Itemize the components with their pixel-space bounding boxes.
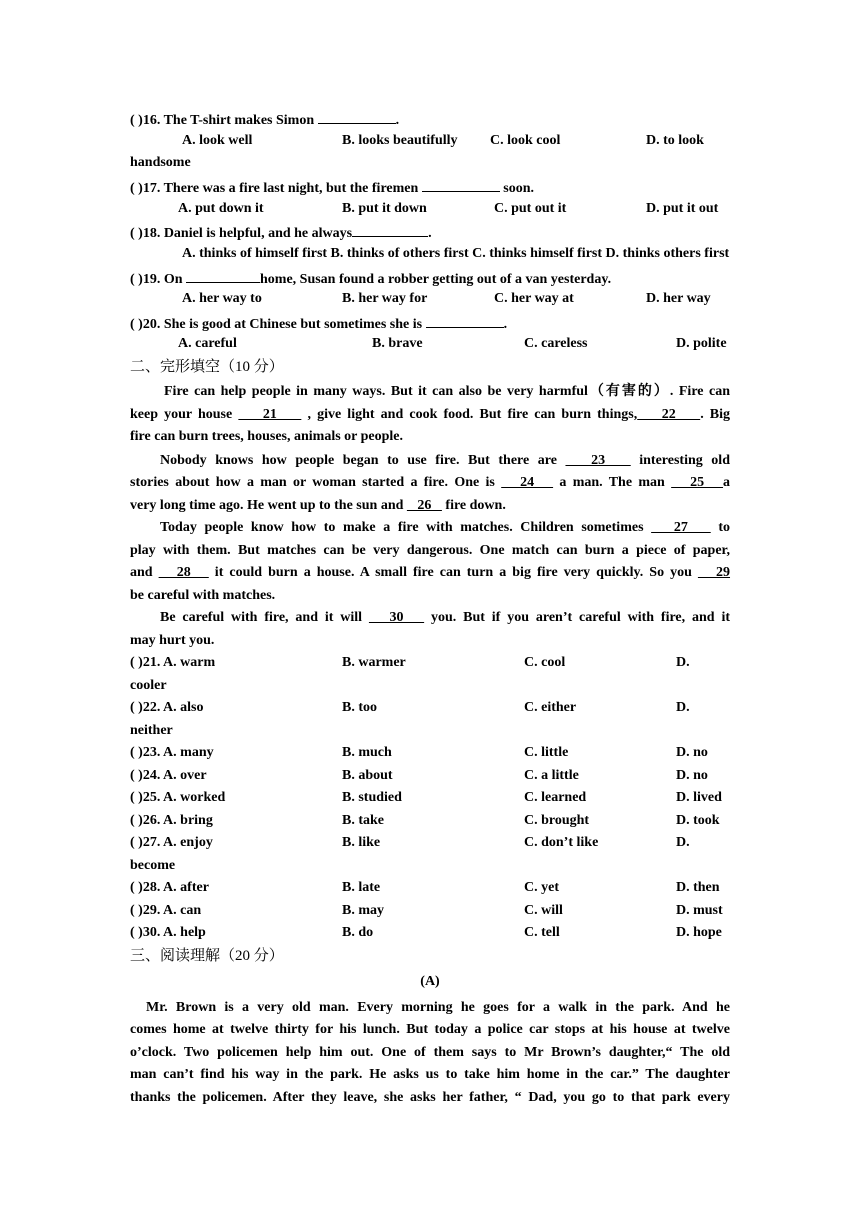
question-16: ( )16. The T-shirt makes Simon .	[130, 107, 730, 129]
option-row: ( )24. A. over B. about C. a little D. no	[130, 768, 708, 783]
blank-30: 30	[368, 610, 425, 625]
question-19: ( )19. On home, Susan found a robber getting out of a van yesterday.	[130, 266, 730, 288]
blank-25: 25	[671, 475, 724, 490]
blank-21: 21	[238, 407, 302, 422]
option-a: A. look well	[182, 133, 253, 148]
option-d: D. to look	[646, 133, 704, 148]
answer-blank	[426, 311, 504, 328]
section-2-title: 二、完形填空（10 分）	[130, 359, 284, 375]
section-3-title: 三、阅读理解（20 分）	[130, 948, 284, 964]
option-row: ( )23. A. many B. much C. little D. no	[130, 745, 708, 760]
option-row-continued: neither	[130, 723, 173, 738]
option-row: ( )29. A. can B. may C. will D. must	[130, 903, 723, 918]
options-17	[130, 198, 730, 220]
option-row: ( )25. A. worked B. studied C. learned D. lived	[130, 790, 722, 805]
passage-label: (A)	[420, 974, 440, 989]
options-19	[130, 288, 730, 310]
answer-blank	[186, 266, 260, 283]
option-b: B. brave	[372, 336, 423, 351]
blank-24: 24	[501, 475, 554, 490]
answer-blank	[352, 220, 428, 237]
option-b: B. put it down	[342, 201, 427, 216]
cloze-line: play with them. But matches can be very dangerous. One match can burn a piece of paper,	[130, 543, 730, 558]
option-row: ( )27. A. enjoy B. like C. don’t like D.	[130, 835, 690, 850]
cloze-line: Today people know how to make a fire with matches. Children sometimes 27 to	[160, 520, 730, 535]
cloze-line: Be careful with fire, and it will 30 you. But if you aren’t careful with fire, and it	[160, 610, 731, 625]
passage-line: Mr. Brown is a very old man. Every morning he goes for a walk in the park. And he	[146, 1000, 730, 1015]
option-d: D. her way	[646, 291, 711, 306]
option-a: A. her way to	[182, 291, 262, 306]
option-row: ( )22. A. also B. too C. either D.	[130, 700, 690, 715]
cloze-line: keep your house 21 , give light and cook food. But fire can burn things, 22 . Big	[130, 407, 731, 422]
option-c: C. look cool	[490, 133, 561, 148]
blank-28: 28	[158, 565, 209, 580]
answer-blank	[318, 107, 396, 124]
blank-27: 27	[651, 520, 711, 535]
blank-29: 29	[697, 565, 731, 580]
option-row: ( )21. A. warm B. warmer C. cool D.	[130, 655, 690, 670]
option-row: ( )28. A. after B. late C. yet D. then	[130, 880, 720, 895]
option-c: C. careless	[524, 336, 588, 351]
option-c: C. her way at	[494, 291, 574, 306]
question-20: ( )20. She is good at Chinese but sometimes she is .	[130, 311, 730, 333]
cloze-line: Nobody knows how people began to use fire. But there are 23 interesting old	[160, 453, 730, 468]
question-17: ( )17. There was a fire last night, but the firemen soon.	[130, 175, 730, 197]
cloze-line: stories about how a man or woman started a fire. One is 24 a man. The man 25 a	[130, 475, 731, 490]
option-d-continued: handsome	[130, 155, 191, 170]
option-c: C. put out it	[494, 201, 567, 216]
options-20	[130, 333, 730, 355]
blank-22: 22	[637, 407, 701, 422]
option-a: A. careful	[178, 336, 237, 351]
option-d: D. put it out	[646, 201, 719, 216]
passage-line: man can’t find his way in the park. He asks us to take him home in the car.” The daughter	[130, 1067, 730, 1082]
answer-blank	[422, 175, 500, 192]
passage-line: o’clock. Two policemen help him out. One of them says to Mr Brown’s daughter,“ The old	[130, 1045, 730, 1060]
blank-26: 26	[406, 498, 442, 513]
option-row-continued: cooler	[130, 678, 167, 693]
option-a: A. put down it	[178, 201, 264, 216]
passage-line: comes home at twelve thirty for his lunch. But today a police car stops at his house at twelve	[130, 1022, 730, 1037]
option-row: ( )26. A. bring B. take C. brought D. took	[130, 813, 720, 828]
options-16	[130, 130, 730, 152]
option-b: B. her way for	[342, 291, 428, 306]
cloze-line: fire can burn trees, houses, animals or people.	[130, 429, 404, 444]
options-18: A. thinks of himself first B. thinks of others first C. thinks himself first D. thinks others first	[182, 246, 730, 261]
option-d: D. polite	[676, 336, 727, 351]
question-stem: ( )16. The T-shirt makes Simon	[130, 113, 318, 128]
cloze-line: Fire can help people in many ways. But it can also be very harmful（有害的）. Fire can	[164, 384, 730, 399]
cloze-line: may hurt you.	[130, 633, 215, 648]
passage-line: thanks the policemen. After they leave, she asks her father, “ Dad, you go to that park every	[130, 1090, 730, 1105]
option-b: B. looks beautifully	[342, 133, 458, 148]
cloze-line: and 28 it could burn a house. A small fire can turn a big fire very quickly. So you 29	[130, 565, 731, 580]
cloze-line: be careful with matches.	[130, 588, 276, 603]
option-row-continued: become	[130, 858, 176, 873]
question-18: ( )18. Daniel is helpful, and he always .	[130, 220, 730, 242]
blank-23: 23	[565, 453, 631, 468]
option-row: ( )30. A. help B. do C. tell D. hope	[130, 925, 722, 940]
cloze-line: very long time ago. He went up to the sun and 26 fire down.	[130, 498, 506, 513]
